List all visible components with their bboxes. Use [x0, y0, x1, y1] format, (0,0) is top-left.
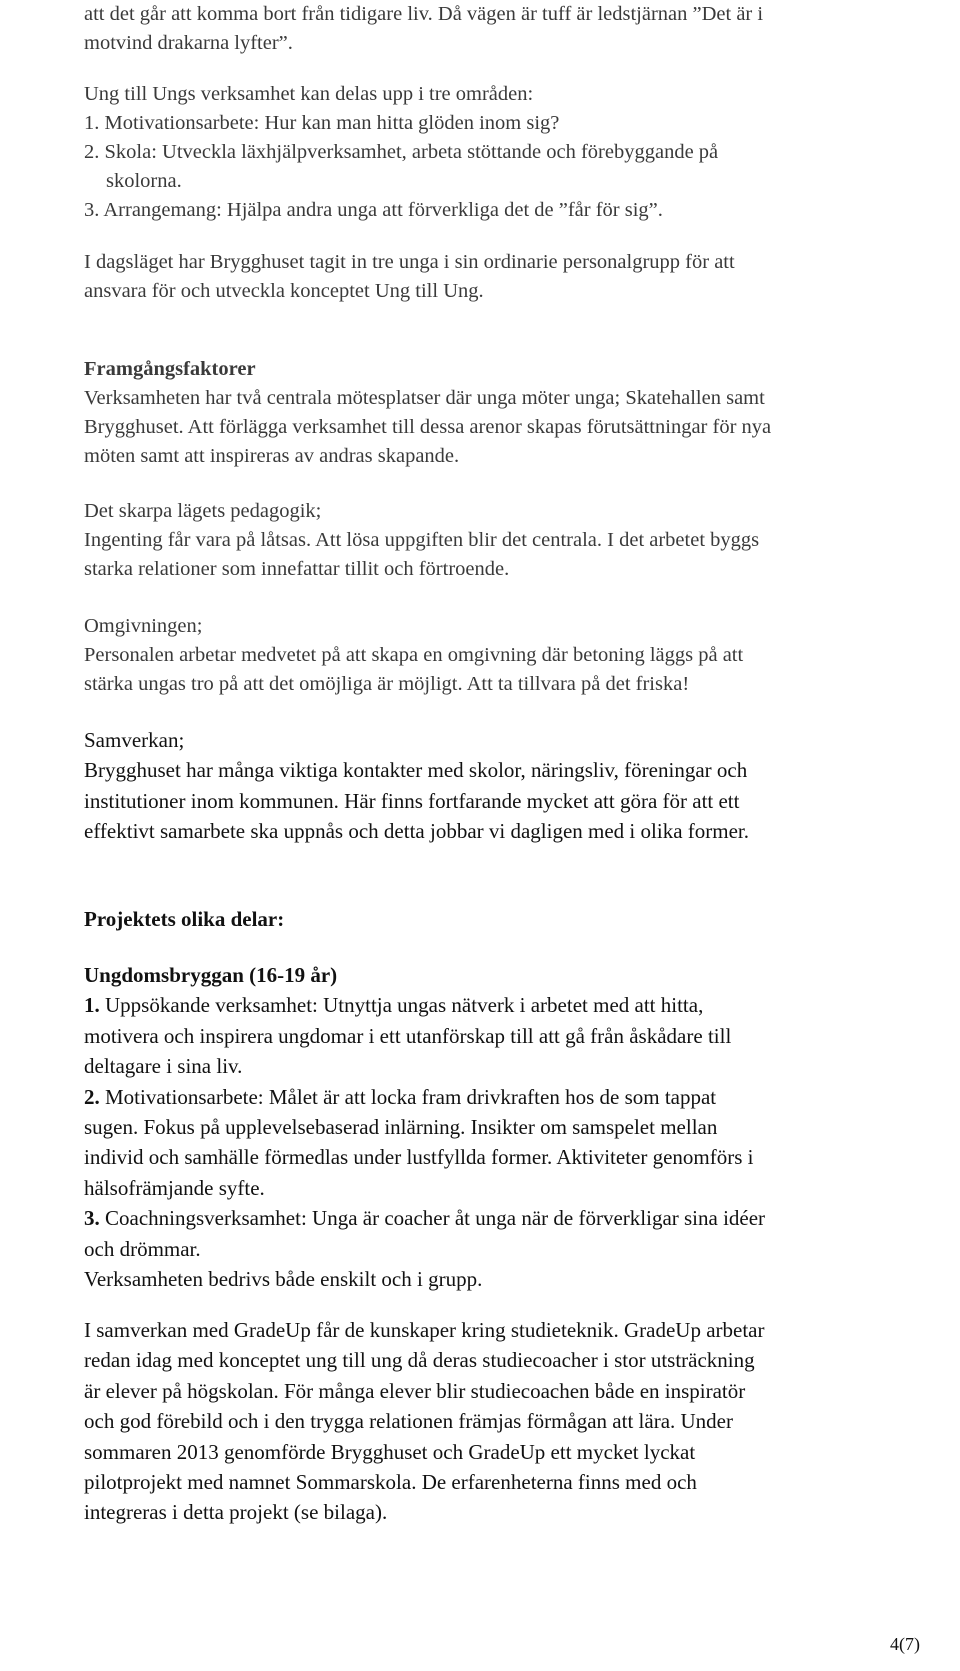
pedagogy-section	[84, 497, 914, 584]
section-heading: Projektets olika delar:	[84, 907, 285, 931]
text-line: effektivt samarbete ska uppnås och detta jobbar vi dagligen med i olika former.	[84, 819, 749, 844]
text-line: sugen. Fokus på upplevelsebaserad inlärning. Insikter om samspelet mellan	[84, 1115, 718, 1140]
text-line: integreras i detta projekt (se bilaga).	[84, 1500, 388, 1525]
section-heading: Samverkan;	[84, 728, 185, 752]
text-line: Verksamheten bedrivs både enskilt och i grupp.	[84, 1267, 483, 1292]
parts-heading-block	[84, 904, 914, 934]
text-line: är elever på högskolan. För många elever blir studiecoachen både en inspiratör	[84, 1378, 746, 1403]
list-item: 2. Skola: Utveckla läxhjälpverksamhet, arbeta stöttande och förebyggande på	[84, 141, 719, 163]
page-number: 4(7)	[890, 1634, 920, 1654]
success-section	[84, 355, 914, 471]
list-item	[84, 1203, 914, 1233]
current-paragraph	[84, 248, 914, 306]
text-line: ansvara för och utveckla konceptet Ung till Ung.	[84, 280, 484, 302]
text-segment: Uppsökande verksamhet: Utnyttja ungas nätverk i arbetet med att hitta,	[99, 993, 704, 1018]
section-heading: Det skarpa lägets pedagogik;	[84, 500, 322, 522]
list-item: 1. Motivationsarbete: Hur kan man hitta glöden inom sig?	[84, 112, 560, 134]
areas-list	[84, 80, 914, 225]
text-line: individ och samhälle förmedlas under lustfyllda former. Aktiviteter genomförs i	[84, 1145, 754, 1170]
bridge-section	[84, 960, 914, 1294]
text-line: I samverkan med GradeUp får de kunskaper kring studieteknik. GradeUp arbetar	[84, 1318, 765, 1342]
section-heading: Framgångsfaktorer	[84, 358, 256, 380]
text-line: hälsofrämjande syfte.	[84, 1175, 265, 1200]
text-line: motivera och inspirera ungdomar i ett utanförskap till att gå från åskådare till	[84, 1023, 732, 1048]
text-line: Ingenting får vara på låtsas. Att lösa uppgiften blir det centrala. I det arbetet byggs	[84, 529, 760, 551]
text-line: stärka ungas tro på att det omöjliga är möjligt. Att ta tillvara på det friska!	[84, 673, 690, 695]
text-line: starka relationer som innefattar tillit och förtroende.	[84, 558, 510, 580]
list-number: 3.	[84, 1206, 100, 1231]
text-line: redan idag med konceptet ung till ung då deras studiecoacher i stor utsträckning	[84, 1348, 755, 1373]
subsection-heading: Ungdomsbryggan (16-19 år)	[84, 963, 338, 987]
intro-paragraph	[84, 0, 914, 58]
text-line: och god förebild och i den trygga relationen främjas förmågan att lära. Under	[84, 1409, 734, 1434]
list-number: 2.	[84, 1084, 100, 1109]
text-line: motvind drakarna lyfter”.	[84, 32, 293, 54]
environment-section	[84, 612, 914, 699]
text-segment: Motivationsarbete: Målet är att locka fram drivkraften hos de som tappat	[99, 1084, 717, 1109]
list-item	[84, 990, 914, 1020]
text-line: sommaren 2013 genomförde Brygghuset och GradeUp ett mycket lyckat	[84, 1439, 696, 1464]
text-line: pilotprojekt med namnet Sommarskola. De erfarenheterna finns med och	[84, 1470, 697, 1495]
text-line: Verksamheten har två centrala mötesplatser där unga möter unga; Skatehallen samt	[84, 387, 765, 409]
text-line: I dagsläget har Brygghuset tagit in tre unga i sin ordinarie personalgrupp för att	[84, 251, 735, 273]
list-item	[84, 1082, 914, 1112]
list-item-continued: skolorna.	[106, 170, 182, 192]
text-line: Personalen arbetar medvetet på att skapa en omgivning där betoning läggs på att	[84, 644, 744, 666]
gradeup-paragraph	[84, 1315, 914, 1528]
list-number: 1.	[84, 993, 100, 1018]
text-line: Brygghuset har många viktiga kontakter med skolor, näringsliv, föreningar och	[84, 758, 748, 783]
list-item: 3. Arrangemang: Hjälpa andra unga att förverkliga det de ”får för sig”.	[84, 199, 663, 221]
cooperation-section	[84, 725, 914, 847]
section-heading: Omgivningen;	[84, 615, 203, 637]
text-line: institutioner inom kommunen. Här finns fortfarande mycket att göra för att ett	[84, 788, 740, 813]
list-lead: Ung till Ungs verksamhet kan delas upp i tre områden:	[84, 83, 534, 105]
text-line: deltagare i sina liv.	[84, 1054, 243, 1079]
text-line: att det går att komma bort från tidigare liv. Då vägen är tuff är ledstjärnan ”Det är i	[84, 3, 764, 25]
text-segment: Coachningsverksamhet: Unga är coacher åt unga när de förverkligar sina idéer	[99, 1206, 766, 1231]
text-line: och drömmar.	[84, 1236, 201, 1261]
text-line: möten samt att inspireras av andras skapande.	[84, 445, 460, 467]
text-line: Brygghuset. Att förlägga verksamhet till dessa arenor skapas förutsättningar för nya	[84, 416, 772, 438]
